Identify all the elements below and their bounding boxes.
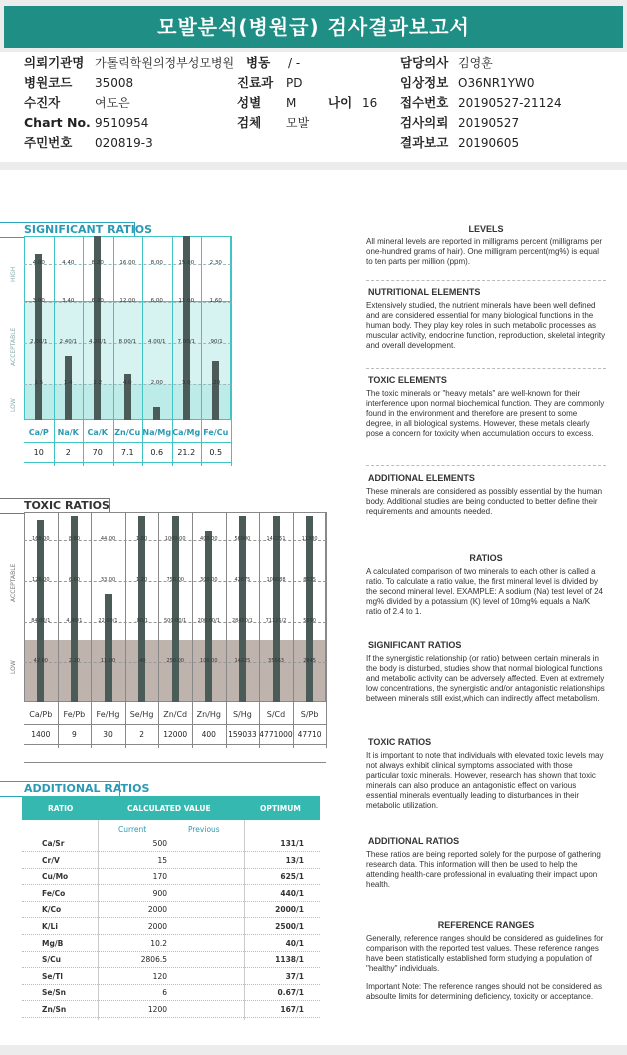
level-label: 142251: [266, 536, 286, 542]
dept-value: PD: [286, 76, 303, 90]
ratio-label: Zn/Sn: [42, 1005, 67, 1014]
specimen-label: 검체: [237, 115, 262, 130]
level-label: 11.00: [178, 298, 195, 304]
report-scan: [0, 170, 627, 1045]
doctor-label: 담당의사: [400, 55, 449, 70]
optimum-value: 2500/1: [275, 922, 304, 931]
ratio-bar-fe-hg: [105, 594, 112, 702]
significant-ratios-chart: [0, 236, 240, 482]
current-value: 1200: [147, 1005, 167, 1014]
ratio-value: 0.6: [150, 448, 164, 457]
level-label: 6.20: [91, 298, 104, 304]
level-label: 106688: [266, 577, 286, 583]
level-label: 11.00: [100, 658, 116, 664]
level-label: 1.60: [136, 536, 148, 542]
ratio-name: S/Pb: [300, 710, 319, 719]
divider: [366, 280, 606, 281]
nutritional-text: Extensively studied, the nutrient minerals have been well defined and are considered essential for many biological functions in the human body. They play key roles in such metabolic processes as muscular activity, endocrine function, reproduction, skeletal integrity and overall development.: [366, 301, 606, 350]
ratio-label: Mg/B: [42, 938, 64, 948]
chart-label: Chart No.: [24, 115, 91, 130]
ratio-name: Ca/Mg: [172, 428, 201, 437]
sex-value: M: [286, 96, 297, 110]
level-label: 84.00/1: [31, 618, 51, 624]
chart-value: 9510954: [95, 116, 149, 130]
levels-text: All mineral levels are reported in milligrams percent (milligrams per one-hundred grams of hair). One milligram percent(mg%) is equal to ten parts per million (ppm).: [366, 237, 603, 266]
level-label: 11380: [301, 536, 318, 542]
toxic-ratios-text: It is important to note that individuals with elevated toxic levels may not always exhibit clinical symptoms associated with those particular toxic minerals. However, research has shown that toxic minerals can also produce an antagonistic effect on various essential minerals eventually leading to disturbances in their metabolic utilization.: [366, 751, 604, 810]
current-value: 10.2: [150, 938, 167, 948]
header-optimum: OPTIMUM: [260, 804, 301, 813]
level-label: 28450/1: [232, 618, 253, 624]
row-divider: [24, 762, 326, 763]
row-divider: [22, 868, 320, 869]
ratio-name: Fe/Pb: [63, 710, 86, 719]
level-label: 8.00: [150, 260, 163, 266]
ratio-value: 47710: [297, 730, 322, 739]
zone-label-acceptable: ACCEPTABLE: [10, 327, 17, 366]
ratio-name: Zn/Cd: [163, 710, 188, 719]
ratio-bar-s-hg: [239, 516, 246, 702]
level-label: 4.40: [62, 260, 75, 266]
current-value: 170: [152, 872, 167, 882]
level-label: 56900: [234, 536, 251, 542]
toxic-ratios-chart: [0, 512, 330, 774]
divider: [366, 465, 606, 466]
current-value: 2806.5: [140, 955, 167, 965]
optimum-value: 625/1: [280, 872, 304, 882]
level-label: 250.00: [166, 658, 184, 664]
patient-value: 여도은: [95, 96, 130, 110]
ratio-value: 9: [72, 730, 77, 739]
level-label: 2.2: [93, 380, 103, 386]
ratio-label: S/Cu: [42, 955, 61, 965]
level-label: 2.30: [209, 260, 222, 266]
row-divider: [22, 984, 320, 985]
zone-label-high: HIGH: [10, 266, 17, 282]
row-divider: [22, 951, 320, 952]
ratio-name: S/Cd: [266, 710, 286, 719]
level-label: 35563: [268, 658, 284, 664]
additional-ratios-text: These ratios are being reported solely for the purpose of gathering research data. This information will then be used to help the attending health-care professional in evaluating their impact upon health.: [366, 850, 601, 889]
row-divider: [24, 442, 231, 443]
ratio-value: 12000: [163, 730, 188, 739]
optimum-value: 0.67/1: [277, 988, 304, 998]
level-label: 33.00: [100, 577, 116, 583]
ratios-text: A calculated comparison of two minerals to each other is called a ratio. To calculate a ratio value, the first mineral level is divided by the second mineral level. EXAMPLE: A sodium (Na) test level of 24 mg% divided by a potassium (K) level of 10mg% equals a Na/K ratio of 2.4 to 1.: [366, 567, 604, 616]
toxic-elements-text: The toxic minerals or "heavy metals" are well-known for their interference upon normal biochemical function. They are commonly found in the environment and therefore are present to some degree, in all biological systems. However, these metals clearly pose a concern for toxicity when accumulation occurs to excess.: [366, 389, 605, 438]
level-label: 100.00: [200, 658, 218, 664]
level-label: 15.00: [178, 260, 195, 266]
request-value: 20190527: [458, 116, 520, 130]
report-label: 결과보고: [400, 135, 449, 150]
current-value: 120: [152, 971, 167, 981]
column-divider: [98, 820, 99, 1020]
level-label: 8.20: [91, 260, 104, 266]
level-label: 2.40/1: [59, 339, 78, 345]
optimum-value: 40/1: [285, 938, 304, 948]
level-label: 400.00: [200, 536, 218, 542]
ratio-value: 1400: [31, 730, 51, 739]
row-divider: [22, 1000, 320, 1001]
ratio-value: 10: [33, 448, 44, 457]
ratio-name: Ca/K: [87, 428, 108, 437]
level-label: 3.40: [62, 298, 75, 304]
ratio-value: 2: [139, 730, 144, 739]
level-label: 8535: [303, 577, 316, 583]
optimum-value: 2000/1: [275, 905, 304, 915]
level-label: 1.20: [136, 577, 148, 583]
level-label: 7.00/1: [177, 339, 196, 345]
ratio-bar-s-cd: [273, 516, 280, 702]
current-value: 500: [152, 839, 167, 848]
ratios-heading: RATIOS: [469, 553, 503, 563]
level-label: 71125/2: [265, 618, 287, 624]
ratio-bar-s-pb: [306, 516, 313, 702]
level-label: 4.0: [122, 380, 132, 386]
level-label: 5690: [303, 618, 316, 624]
level-label: 300.00: [200, 577, 218, 583]
ratio-name: Zn/Cu: [114, 428, 141, 437]
level-label: 1.60: [209, 298, 222, 304]
level-label: .90/1: [208, 339, 223, 345]
level-label: 8.00/1: [118, 339, 137, 345]
level-label: 14225: [234, 658, 251, 664]
ratio-name: Se/Hg: [129, 710, 154, 719]
level-label: 3.0: [181, 380, 191, 386]
column-divider: [231, 236, 232, 466]
level-label: 42.00: [33, 658, 48, 664]
dept-label: 진료과: [237, 75, 274, 90]
ratio-label: K/Co: [42, 905, 62, 915]
level-label: 6.00: [150, 298, 163, 304]
code-value: 35008: [95, 76, 134, 90]
level-label: 750.00: [166, 577, 184, 583]
ratio-name: Fe/Hg: [96, 710, 120, 719]
row-divider: [22, 917, 320, 918]
ratio-label: Cu/Mo: [42, 872, 69, 882]
row-divider: [24, 724, 326, 725]
sex-label: 성별: [237, 95, 262, 110]
age-label: 나이: [328, 95, 353, 110]
ratio-name: Fe/Cu: [203, 428, 229, 437]
level-label: 500.00/1: [164, 618, 187, 624]
level-label: 2845: [303, 658, 316, 664]
divider: [366, 368, 606, 369]
toxic-elements-heading: TOXIC ELEMENTS: [368, 375, 447, 385]
zone-label-acceptable: ACCEPTABLE: [10, 563, 17, 602]
important-note: Important Note: The reference ranges should not be considered as absoulte limits for determining deficiency, toxicity or acceptance.: [366, 982, 602, 1001]
level-label: 200.00/1: [197, 618, 220, 624]
level-label: .40: [137, 658, 146, 664]
ratio-label: Fe/Co: [42, 888, 66, 898]
column-divider: [244, 820, 245, 1020]
specimen-value: 모발: [286, 116, 310, 130]
additional-elements-heading: ADDITIONAL ELEMENTS: [368, 473, 475, 483]
toxic-ratios-heading: TOXIC RATIOS: [0, 498, 110, 514]
ratio-name: Na/K: [57, 428, 79, 437]
optimum-value: 1138/1: [275, 955, 304, 965]
level-label: 2.00/1: [29, 339, 48, 345]
additional-ratios-heading: ADDITIONAL RATIOS: [0, 781, 120, 797]
report-value: 20190605: [458, 136, 520, 150]
hospital-label: 의뢰기관명: [24, 55, 85, 70]
doctor-value: 김영훈: [458, 56, 493, 70]
receipt-value: 20190527-21124: [458, 96, 562, 110]
level-label: 8.80: [68, 536, 80, 542]
report-title: 모발분석(병원급) 검사결과보고서: [4, 6, 623, 48]
current-value: 15: [157, 855, 167, 865]
optimum-value: 131/1: [280, 839, 304, 848]
zone-label-low: LOW: [10, 660, 17, 674]
ratio-value: 70: [92, 448, 103, 457]
sig-ratios-text: If the synergistic relationship (or ratio) between certain minerals in the body is disturbed, studies show that normal biological functions and metabolic activity can be adversely affected. Even at extremely low concentrations, the synergistic and/or antagonistic relationships between minerals still exist,which can indirectly affect metabolism.: [366, 654, 605, 703]
ratio-label: Ca/Sr: [42, 839, 65, 848]
row-divider: [22, 1017, 320, 1018]
level-label: 4.00: [32, 260, 45, 266]
sub-current: Current: [118, 825, 147, 834]
ratio-bar-ca-p: [35, 254, 42, 420]
optimum-value: 13/1: [285, 855, 304, 865]
ratio-bar-na-mg: [153, 407, 160, 420]
current-value: 6: [162, 988, 167, 998]
level-label: 42675: [234, 577, 251, 583]
ratio-name: Ca/P: [28, 428, 49, 437]
reference-heading: REFERENCE RANGES: [437, 920, 535, 930]
ward-label: 병동: [246, 55, 271, 70]
level-label: 4.20/1: [88, 339, 107, 345]
ratio-bar-zn-cd: [172, 516, 179, 702]
current-value: 2000: [147, 905, 167, 915]
row-divider: [22, 901, 320, 902]
zone-label-low: LOW: [10, 398, 17, 412]
level-label: 4.00/1: [147, 339, 166, 345]
nutritional-heading: NUTRITIONAL ELEMENTS: [368, 287, 481, 297]
ratio-label: Se/Sn: [42, 988, 66, 998]
row-divider: [24, 462, 231, 463]
level-label: 2.00: [150, 380, 163, 386]
row-divider: [22, 934, 320, 935]
ratio-value: 4771000: [259, 730, 293, 739]
ward-value: / -: [288, 56, 301, 70]
id-label: 주민번호: [24, 135, 73, 150]
ratio-value: 400: [201, 730, 216, 739]
level-label: 2.20: [68, 658, 80, 664]
level-label: 44.00: [100, 536, 116, 542]
level-label: 3.00: [32, 298, 45, 304]
ratio-value: 30: [103, 730, 113, 739]
ratio-name: S/Hg: [232, 710, 252, 719]
ratio-bar-se-hg: [136, 516, 148, 702]
ratio-value: 159033: [228, 730, 257, 739]
optimum-value: 440/1: [280, 888, 304, 898]
code-label: 병원코드: [24, 75, 73, 90]
additional-ratios-table: [22, 796, 320, 1020]
additional-table-header: [22, 796, 320, 820]
ratio-name: Na/Mg: [142, 428, 172, 437]
additional-elements-text: These minerals are considered as possibly essential by the human body. Additional studies are being conducted to better define their requirements and amounts needed.: [366, 487, 603, 516]
ratio-label: K/Li: [42, 922, 58, 931]
level-label: 1.4: [63, 380, 73, 386]
level-label: 22.00/1: [98, 618, 118, 624]
current-value: 900: [152, 888, 167, 898]
levels-heading: LEVELS: [468, 224, 504, 234]
ratio-bar-na-k: [65, 356, 72, 420]
request-label: 검사의뢰: [400, 115, 449, 130]
level-label: 126.00: [32, 577, 50, 583]
ratio-value: 7.1: [120, 448, 134, 457]
age-value: 16: [362, 96, 378, 110]
clinical-label: 임상정보: [400, 75, 449, 90]
row-divider: [22, 851, 320, 852]
patient-info: [0, 52, 627, 162]
optimum-value: 167/1: [280, 1005, 304, 1014]
row-divider: [24, 744, 326, 745]
toxic-ratios-text-heading: TOXIC RATIOS: [368, 737, 432, 747]
optimum-value: 37/1: [285, 971, 304, 981]
header-ratio: RATIO: [48, 804, 74, 813]
ratio-bar-zn-hg: [205, 531, 212, 702]
level-label: 6.60: [68, 577, 80, 583]
level-label: 12.00: [119, 298, 136, 304]
ratio-label: Se/Tl: [42, 971, 63, 981]
level-label: 16.00: [119, 260, 136, 266]
patient-label: 수진자: [24, 95, 61, 110]
additional-ratios-text-heading: ADDITIONAL RATIOS: [368, 836, 460, 846]
clinical-value: O36NR1YW0: [458, 76, 535, 90]
sig-ratios-heading: SIGNIFICANT RATIOS: [368, 640, 462, 650]
row-divider: [22, 967, 320, 968]
ratio-value: 0.5: [209, 448, 223, 457]
level-label: 1000.00: [164, 536, 186, 542]
header-calculated: CALCULATED VALUE: [127, 804, 211, 813]
column-divider: [326, 512, 327, 748]
ratio-bar-fe-cu: [212, 361, 219, 420]
reference-text: Generally, reference ranges should be considered as guidelines for comparison with the reported test values. These reference ranges have been statistically established form studying a population of "healthy" individuals.: [366, 934, 604, 973]
significant-ratios-heading: SIGNIFICANT RATIOS: [0, 222, 135, 238]
ratio-name: Ca/Pb: [29, 710, 53, 719]
ratio-label: Cr/V: [42, 855, 60, 865]
receipt-label: 접수번호: [400, 95, 449, 110]
ratio-bar-ca-pb: [37, 520, 44, 702]
level-label: 4.40/1: [66, 618, 83, 624]
sub-previous: Previous: [188, 825, 220, 834]
level-label: 1.5: [34, 380, 44, 386]
level-label: .20: [211, 380, 221, 386]
ratio-name: Zn/Hg: [196, 710, 221, 719]
level-label: .80/1: [135, 618, 149, 624]
ratio-value: 21.2: [177, 448, 196, 457]
current-value: 2000: [147, 922, 167, 931]
id-value: 020819-3: [95, 136, 153, 150]
row-divider: [22, 884, 320, 885]
ratio-value: 2: [65, 448, 71, 457]
level-label: 168.00: [32, 536, 50, 542]
hospital-value: 가톨릭학원의정부성모병원: [95, 56, 235, 70]
